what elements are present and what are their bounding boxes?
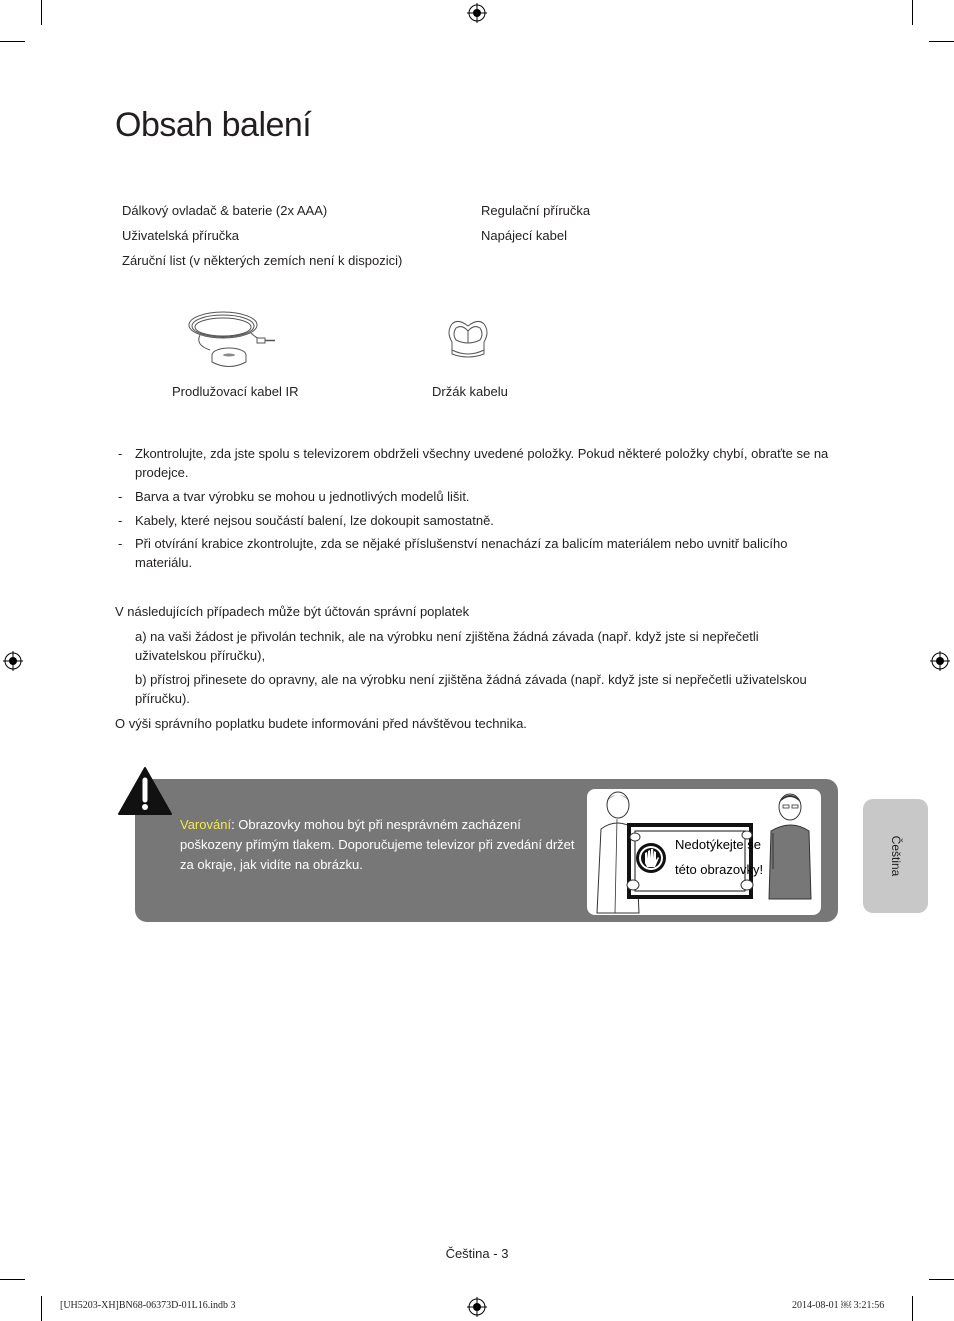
page-title: Obsah balení (115, 106, 312, 144)
crop-mark (929, 41, 954, 42)
tv-handling-illustration (587, 789, 821, 915)
sign-text-line2: této obrazovky! (675, 862, 764, 877)
print-slug-timestamp: 2014-08-01 ￼ 3:21:56 (792, 1300, 885, 1311)
note-text: Při otvírání krabice zkontrolujte, zda se nějaké příslušenství nenachází za balicím materiálem nebo uvnitř balicího materiálu. (135, 536, 788, 570)
package-item: Napájecí kabel (481, 228, 567, 243)
note-text: Zkontrolujte, zda jste spolu s televizorem obdrželi všechny uvedené položky. Pokud některé položky chybí, obraťte se na prodejce. (135, 446, 829, 480)
warning-message: : Obrazovky mohou být při nesprávném zacházení poškozeny přímým tlakem. Doporučujeme televizor při zvedání držet za okraje, jak vidíte na obrázku. (180, 817, 575, 872)
ir-extension-cable-icon (185, 305, 280, 375)
registration-mark-icon (467, 3, 487, 23)
page-number: Čeština - 3 (445, 1246, 509, 1261)
note-item (118, 511, 838, 530)
fee-case: b) přístroj přinesete do opravny, ale na výrobku není zjištěna žádná závada (např. když jste si nepřečetli uživatelskou příručku). (135, 672, 807, 706)
language-tab-label: Čeština (888, 835, 903, 877)
registration-mark-icon (930, 651, 950, 671)
note-dash: - (118, 446, 123, 461)
note-item (118, 487, 838, 506)
fee-case: a) na vaši žádost je přivolán technik, ale na výrobku není zjištěna žádná závada (např. když jste si nepřečetli uživatelskou příručku), (135, 629, 759, 663)
warning-triangle-icon (117, 766, 173, 816)
note-item (118, 534, 808, 572)
crop-mark (912, 1296, 913, 1321)
note-dash: - (118, 536, 123, 551)
package-item: Záruční list (v některých zemích není k dispozici) (122, 253, 403, 268)
registration-mark-icon (467, 1297, 487, 1317)
crop-mark (41, 1296, 42, 1321)
crop-mark (912, 0, 913, 25)
warning-text (180, 815, 575, 875)
fee-outro: O výši správního poplatku budete informováni před návštěvou technika. (115, 716, 527, 731)
crop-mark (41, 0, 42, 25)
warning-label: Varování (180, 817, 232, 832)
fee-intro: V následujících případech může být účtován správní poplatek (115, 604, 470, 619)
cable-holder-icon (444, 316, 492, 360)
language-tab (863, 799, 928, 913)
crop-mark (0, 41, 25, 42)
package-item: Uživatelská příručka (122, 228, 240, 243)
sign-text-line1: Nedotýkejte se (675, 837, 761, 852)
accessory-caption: Držák kabelu (432, 384, 508, 399)
registration-mark-icon (3, 651, 23, 671)
package-item: Dálkový ovladač & baterie (2x AAA) (122, 203, 328, 218)
note-item (118, 444, 838, 482)
accessory-caption: Prodlužovací kabel IR (172, 384, 299, 399)
crop-mark (0, 1279, 25, 1280)
note-dash: - (118, 489, 123, 504)
note-dash: - (118, 513, 123, 528)
crop-mark (929, 1279, 954, 1280)
note-text: Kabely, které nejsou součástí balení, lze dokoupit samostatně. (135, 513, 494, 528)
print-slug-file: [UH5203-XH]BN68-06373D-01L16.indb 3 (60, 1300, 236, 1311)
package-item: Regulační příručka (481, 203, 591, 218)
note-text: Barva a tvar výrobku se mohou u jednotlivých modelů lišit. (135, 489, 470, 504)
